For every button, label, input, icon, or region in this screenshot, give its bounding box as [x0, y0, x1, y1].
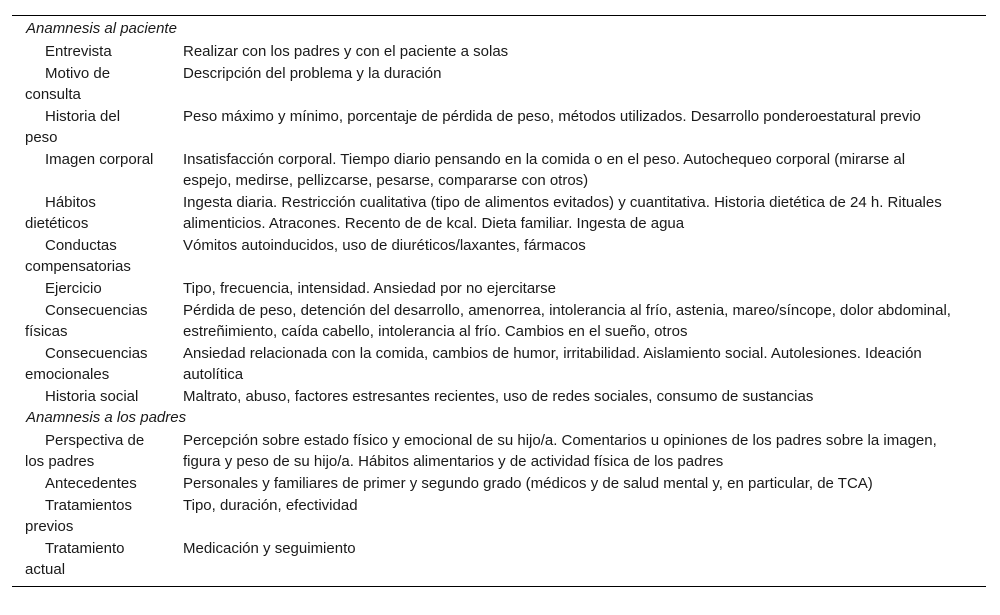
- row-term: Entrevista: [45, 43, 112, 60]
- table-row: [12, 386, 986, 407]
- section-title-paciente: Anamnesis al paciente: [26, 20, 177, 37]
- row-description: Realizar con los padres y con el paciente a solas: [183, 43, 509, 60]
- table-row: [12, 495, 986, 537]
- row-term: Tratamiento actual: [25, 540, 125, 578]
- table-row: [12, 430, 986, 472]
- table-row: [12, 300, 986, 342]
- section-title-padres: Anamnesis a los padres: [26, 409, 187, 426]
- row-term: Antecedentes: [45, 475, 137, 492]
- row-description: Medicación y seguimiento: [183, 540, 356, 557]
- row-description: Ingesta diaria. Restricción cualitativa (tipo de alimentos evitados) y cuantitativa. Historia dietética de 24 h. Rituales alimenticios. Atracones. Recento de de kcal. Dieta familiar. Ingesta de agua: [183, 194, 942, 232]
- row-term: Historia social: [45, 388, 139, 405]
- row-term: Consecuencias emocionales: [25, 345, 148, 383]
- table-row: [12, 278, 986, 299]
- row-term: Motivo de consulta: [25, 65, 111, 103]
- row-description: Peso máximo y mínimo, porcentaje de pérdida de peso, métodos utilizados. Desarrollo ponderoestatural previo: [183, 108, 921, 125]
- row-description: Tipo, frecuencia, intensidad. Ansiedad por no ejercitarse: [183, 280, 557, 297]
- row-term: Historia del peso: [25, 108, 121, 146]
- row-term: Hábitos dietéticos: [25, 194, 96, 232]
- row-term: Tratamientos previos: [25, 497, 132, 535]
- table-row: [12, 343, 986, 385]
- row-description: Vómitos autoinducidos, uso de diuréticos/laxantes, fármacos: [183, 237, 586, 254]
- anamnesis-table: [12, 15, 986, 587]
- row-description: Insatisfacción corporal. Tiempo diario pensando en la comida o en el peso. Autochequeo corporal (mirarse al espejo, medirse, pellizcarse, pesarse, compararse con otros): [183, 151, 906, 189]
- table-row: [12, 63, 986, 105]
- table-row: [12, 538, 986, 580]
- row-description: Percepción sobre estado físico y emocional de su hijo/a. Comentarios u opiniones de los padres sobre la imagen, figura y peso de su hijo/a. Hábitos alimentarios y de actividad física de los padres: [183, 432, 937, 470]
- row-description: Pérdida de peso, detención del desarrollo, amenorrea, intolerancia al frío, astenia, mareo/síncope, dolor abdominal, estreñimiento, caída cabello, intolerancia al frío. Cambios en el sueño, otros: [183, 302, 951, 340]
- row-description: Descripción del problema y la duración: [183, 65, 442, 82]
- row-term: Perspectiva de los padres: [25, 432, 145, 470]
- row-term: Consecuencias físicas: [25, 302, 148, 340]
- row-term: Imagen corporal: [45, 151, 154, 168]
- row-description: Tipo, duración, efectividad: [183, 497, 358, 514]
- table-row: [12, 235, 986, 277]
- row-description: Ansiedad relacionada con la comida, cambios de humor, irritabilidad. Aislamiento social. Autolesiones. Ideación autolítica: [183, 345, 922, 383]
- table-row: [12, 106, 986, 148]
- row-description: Maltrato, abuso, factores estresantes recientes, uso de redes sociales, consumo de sustancias: [183, 388, 814, 405]
- row-term: Conductas compensatorias: [25, 237, 131, 275]
- row-description: Personales y familiares de primer y segundo grado (médicos y de salud mental y, en particular, de TCA): [183, 475, 873, 492]
- table-row: [12, 41, 986, 62]
- table-row: [12, 192, 986, 234]
- row-term: Ejercicio: [45, 280, 102, 297]
- table-row: [12, 149, 986, 191]
- table-row: [12, 473, 986, 494]
